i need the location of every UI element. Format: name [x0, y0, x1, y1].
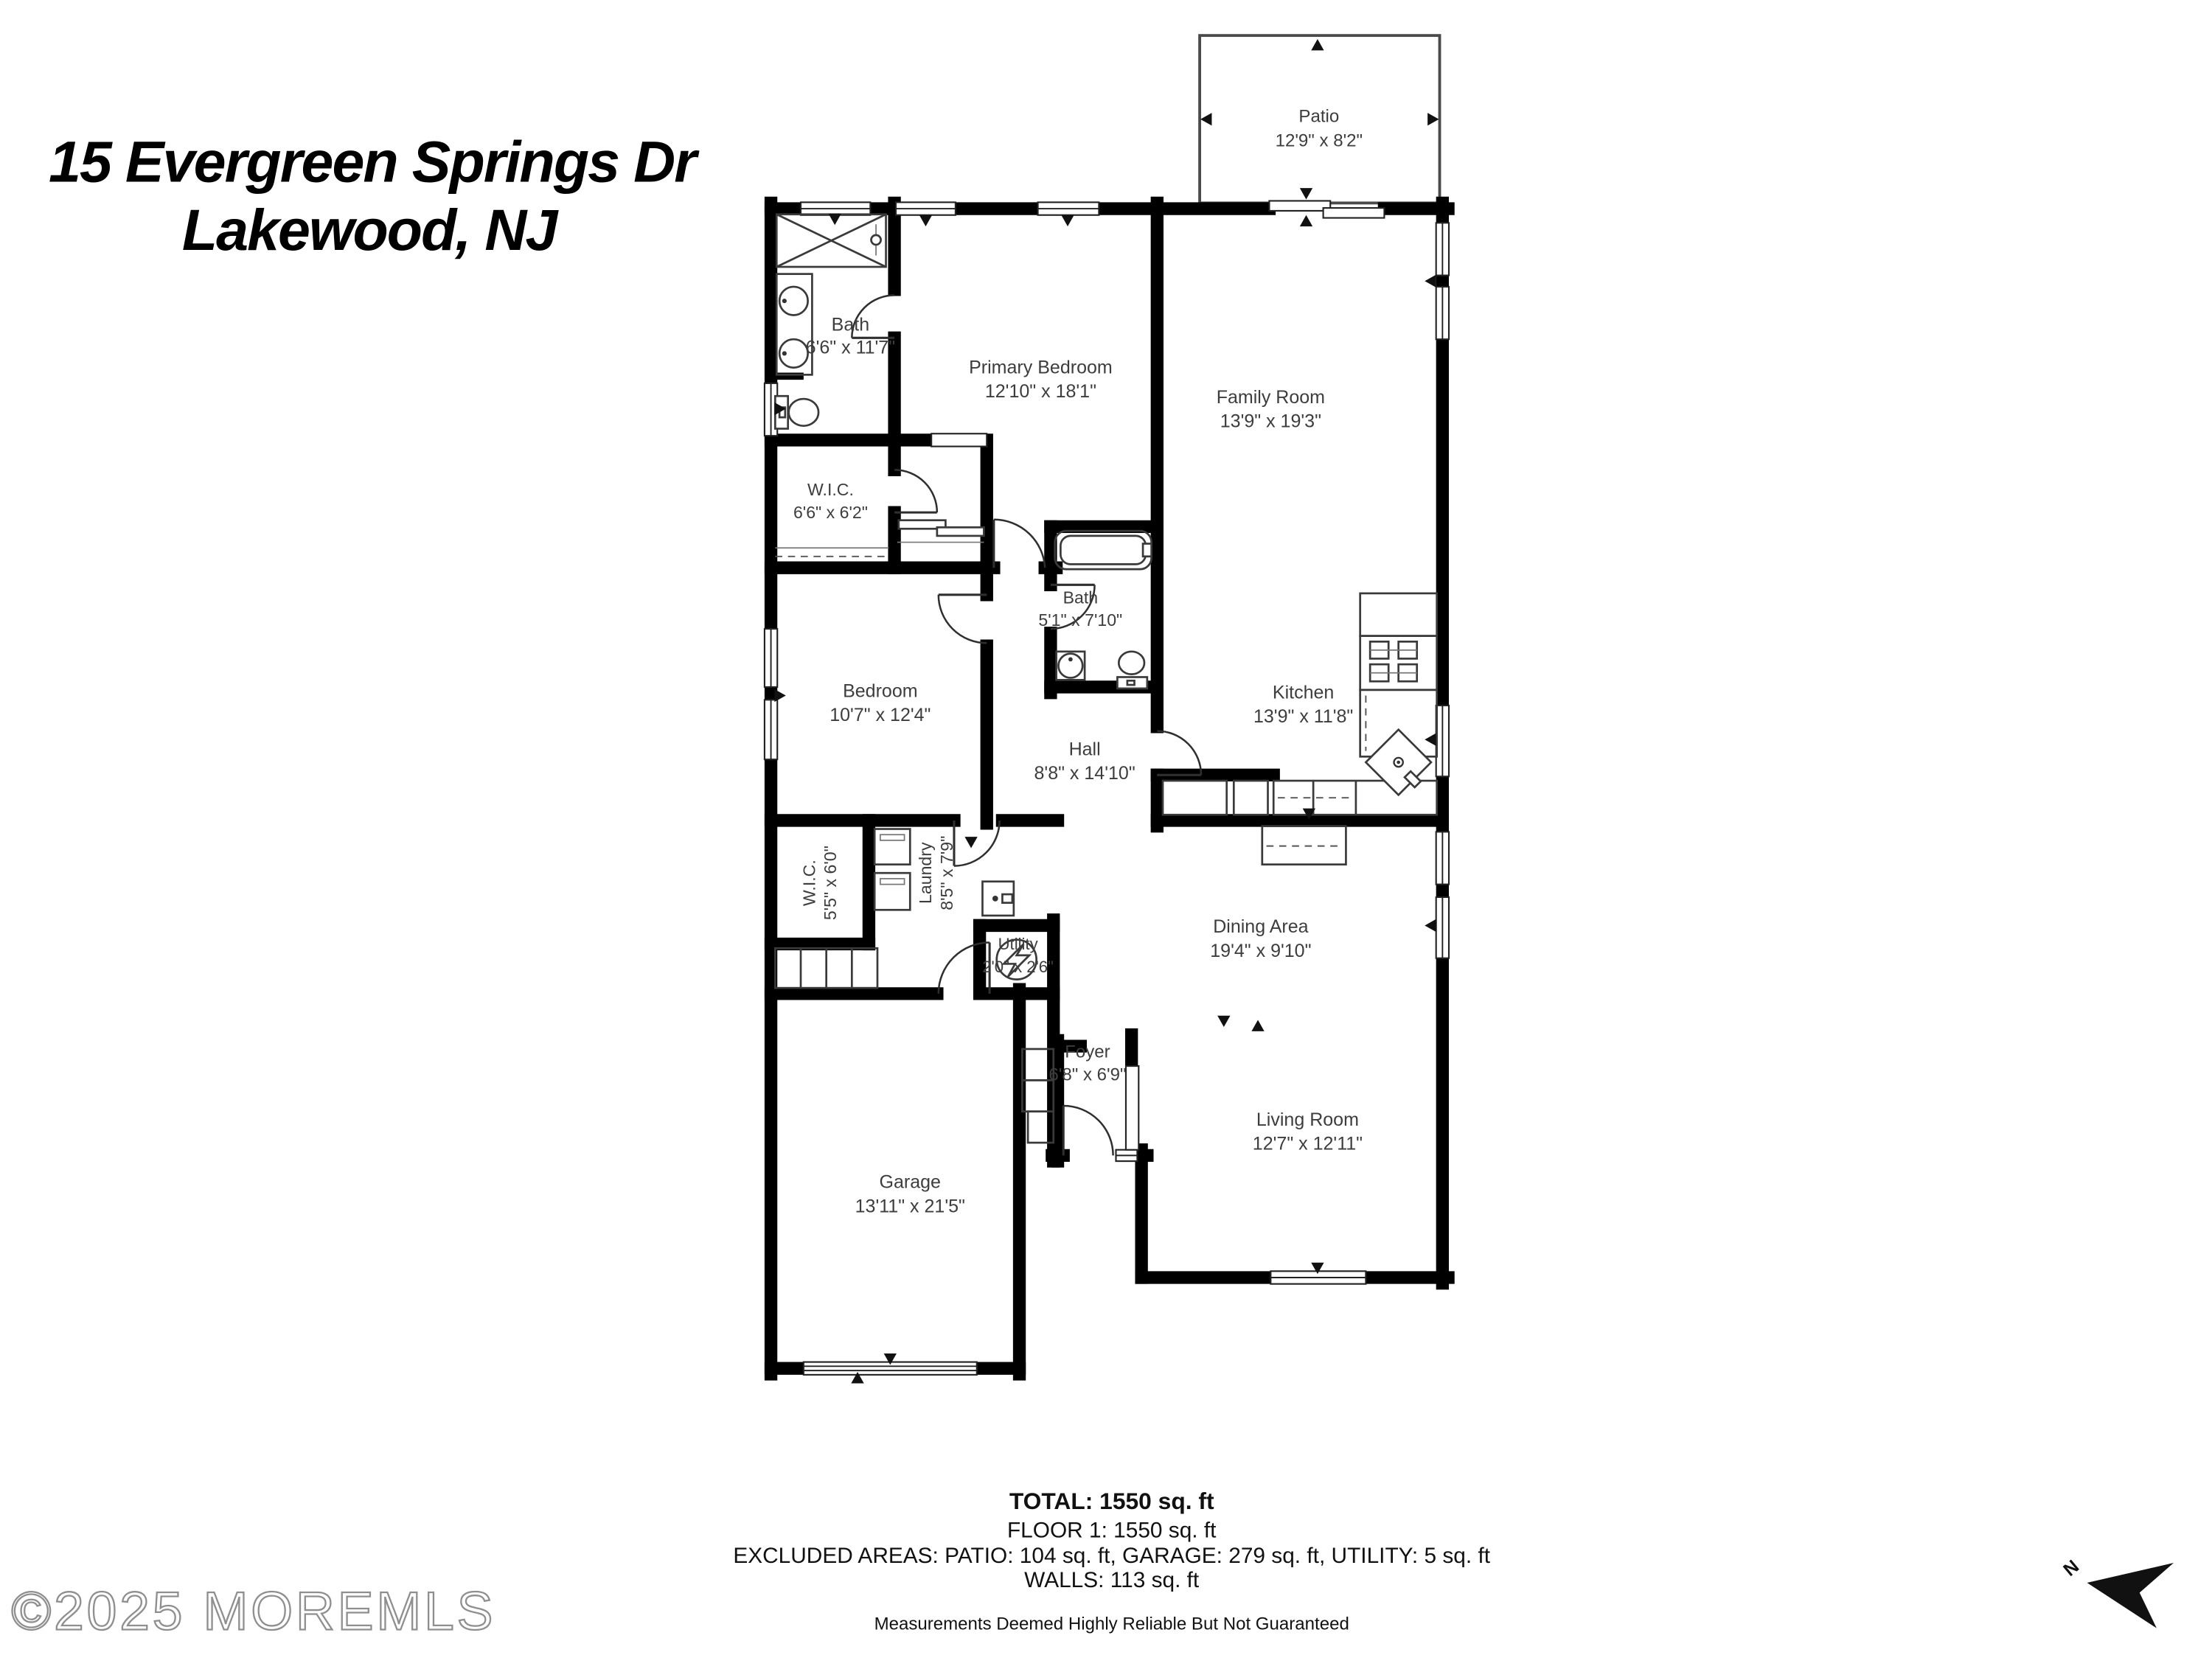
svg-text:Laundry: Laundry: [916, 842, 936, 904]
shower: [776, 215, 886, 267]
svg-text:Foyer: Foyer: [1065, 1042, 1110, 1062]
stove: [1360, 636, 1437, 690]
garage-shelves: [775, 948, 877, 988]
door: [1157, 731, 1201, 776]
svg-text:Bath: Bath: [831, 314, 870, 335]
window: [1436, 705, 1449, 776]
room-label-living-room: [1253, 1109, 1363, 1154]
room-label-bath2: [1038, 588, 1122, 630]
bathtub: [1055, 531, 1152, 569]
window: [1436, 897, 1449, 958]
svg-text:12'7" x 12'11": 12'7" x 12'11": [1252, 1133, 1363, 1154]
room-label-primary-bedroom: [969, 357, 1113, 402]
door: [939, 595, 987, 643]
svg-text:6'6" x 6'2": 6'6" x 6'2": [793, 502, 868, 522]
title-line-1: 15 Evergreen Springs Dr: [48, 129, 696, 195]
pedestal-sink: [1057, 652, 1085, 680]
svg-text:W.I.C.: W.I.C.: [807, 480, 854, 500]
svg-text:Patio: Patio: [1298, 106, 1340, 127]
svg-text:13'9" x 19'3": 13'9" x 19'3": [1220, 411, 1321, 432]
sidelight-window: [1116, 1150, 1137, 1161]
room-label-wic1: [793, 480, 868, 522]
window: [1038, 202, 1099, 215]
summary-total: TOTAL: 1550 sq. ft: [1009, 1487, 1214, 1514]
north-label: N: [2059, 1555, 2084, 1581]
cased-opening: [1126, 1066, 1138, 1150]
window: [1436, 223, 1449, 275]
front-door: [1063, 1106, 1113, 1155]
svg-text:5'5" x 6'0": 5'5" x 6'0": [821, 846, 841, 921]
toilet: [1117, 652, 1147, 689]
svg-text:2'0" x 2'6": 2'0" x 2'6": [982, 957, 1054, 976]
area-summary: [733, 1488, 1490, 1634]
svg-text:Bedroom: Bedroom: [843, 680, 918, 702]
window: [1436, 832, 1449, 884]
room-label-wic2: [799, 846, 840, 920]
kitchen-peninsula: [1262, 826, 1346, 865]
plan-title: [49, 129, 700, 262]
corner-sink: [1366, 730, 1431, 795]
room-label-family-room: [1217, 387, 1325, 432]
svg-text:Dining Area: Dining Area: [1213, 916, 1309, 938]
svg-text:10'7" x 12'4": 10'7" x 12'4": [830, 705, 931, 726]
summary-walls: WALLS: 113 sq. ft: [1024, 1567, 1200, 1592]
svg-text:13'9" x 11'8": 13'9" x 11'8": [1253, 706, 1354, 728]
svg-text:6'6" x 11'7": 6'6" x 11'7": [805, 337, 896, 358]
room-label-bedroom: [830, 680, 931, 725]
svg-text:19'4" x 9'10": 19'4" x 9'10": [1210, 940, 1312, 961]
door: [994, 520, 1045, 568]
svg-text:Living Room: Living Room: [1256, 1109, 1359, 1130]
svg-text:Family Room: Family Room: [1216, 386, 1326, 408]
window: [765, 700, 777, 759]
svg-text:8'8" x 14'10": 8'8" x 14'10": [1034, 763, 1135, 784]
svg-text:5'1" x 7'10": 5'1" x 7'10": [1038, 610, 1123, 630]
room-label-garage: [855, 1172, 965, 1217]
laundry-sink: [982, 882, 1013, 916]
toilet: [775, 396, 818, 428]
room-label-kitchen: [1253, 682, 1353, 727]
svg-text:Utility: Utility: [998, 935, 1038, 954]
north-arrow-icon: [2059, 1556, 2174, 1628]
summary-excluded: EXCLUDED AREAS: PATIO: 104 sq. ft, GARAGE: 279 sq. ft, UTILITY: 5 sq. ft: [733, 1544, 1491, 1569]
room-label-hall: [1034, 739, 1135, 784]
svg-text:Bath: Bath: [1062, 588, 1099, 607]
room-label-laundry: [916, 836, 956, 910]
svg-text:Kitchen: Kitchen: [1272, 682, 1335, 703]
svg-text:Primary Bedroom: Primary Bedroom: [969, 357, 1113, 378]
svg-text:W.I.C.: W.I.C.: [799, 860, 819, 907]
svg-text:Hall: Hall: [1068, 739, 1101, 760]
svg-text:8'5" x 7'9": 8'5" x 7'9": [937, 835, 957, 910]
window: [801, 202, 870, 215]
title-line-2: Lakewood, NJ: [181, 197, 557, 262]
window: [896, 202, 956, 215]
sliding-closet: [897, 520, 984, 543]
svg-text:12'10" x 18'1": 12'10" x 18'1": [984, 381, 1096, 403]
summary-floor: FLOOR 1: 1550 sq. ft: [1006, 1518, 1217, 1543]
summary-disclaimer: Measurements Deemed Highly Reliable But Not Guaranteed: [874, 1614, 1349, 1634]
pantry: [1163, 781, 1267, 815]
window: [1270, 1271, 1366, 1283]
svg-text:6'8" x 6'9": 6'8" x 6'9": [1048, 1065, 1127, 1085]
room-label-bath1: [806, 315, 895, 358]
window: [1436, 287, 1449, 339]
room-label-patio: [1276, 107, 1363, 151]
svg-text:Garage: Garage: [879, 1171, 942, 1193]
dryer: [874, 873, 910, 910]
svg-text:13'11" x 21'5": 13'11" x 21'5": [855, 1196, 965, 1217]
washer: [874, 829, 910, 865]
window: [765, 629, 777, 687]
svg-text:12'9" x 8'2": 12'9" x 8'2": [1275, 130, 1363, 151]
cased-opening: [931, 433, 987, 446]
room-label-dining: [1210, 916, 1311, 961]
copyright-watermark: ©2025 MOREMLS: [11, 1581, 496, 1642]
room-labels: [793, 107, 1363, 1217]
bath-vanity: [776, 274, 812, 375]
